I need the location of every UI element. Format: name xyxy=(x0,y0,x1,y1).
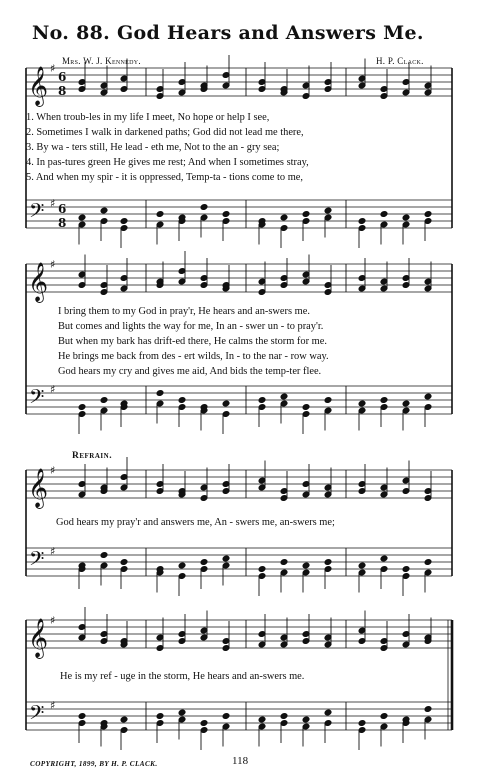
note-head xyxy=(380,555,388,562)
note-head xyxy=(302,716,310,723)
note-head xyxy=(120,218,128,225)
note-head xyxy=(402,566,410,573)
svg-text:8: 8 xyxy=(58,216,67,230)
note-head xyxy=(100,207,108,214)
note-head xyxy=(324,397,332,404)
note-head xyxy=(280,713,288,720)
verse-3-line-b: But when my bark has drift-ed there, He calms the storm for me. xyxy=(58,336,327,347)
sharp-icon: ♯ xyxy=(50,614,56,627)
note-head xyxy=(200,204,208,211)
verse-4-line-a: 4. In pas-tures green He gives me rest; And when I sometimes stray, xyxy=(26,157,309,168)
note-head xyxy=(258,566,266,573)
bass-staff-1 xyxy=(26,200,452,228)
verse-1-line-b: I bring them to my God in pray'r, He hears and an-swers me. xyxy=(58,306,310,317)
note-head xyxy=(424,559,432,566)
note-head xyxy=(258,716,266,723)
note-head xyxy=(358,562,366,569)
note-head xyxy=(222,713,230,720)
note-head xyxy=(178,709,186,716)
note-head xyxy=(156,390,164,397)
note-head xyxy=(424,706,432,713)
note-head xyxy=(380,211,388,218)
lyricist-credit: Mrs. W. J. Kennedy. xyxy=(62,56,141,66)
note-head xyxy=(78,214,86,221)
note-head xyxy=(324,709,332,716)
note-head xyxy=(78,713,86,720)
treble-clef-icon: 𝄞 xyxy=(28,262,49,302)
composer-credit: H. P. Clack. xyxy=(376,56,424,66)
note-head xyxy=(200,720,208,727)
note-head xyxy=(380,397,388,404)
bass-clef-icon: 𝄢 xyxy=(29,701,45,729)
note-head xyxy=(222,555,230,562)
sharp-icon: ♯ xyxy=(50,62,56,75)
sharp-icon: ♯ xyxy=(50,258,56,271)
note-head xyxy=(424,393,432,400)
note-head xyxy=(280,559,288,566)
note-head xyxy=(358,720,366,727)
verse-5-line-b: God hears my cry and gives me aid, And bids the temp-ter flee. xyxy=(58,366,322,377)
verse-1-line-a: 1. When troub-les in my life I meet, No hope or help I see, xyxy=(26,112,270,123)
note-head xyxy=(200,559,208,566)
treble-clef-icon: 𝄞 xyxy=(28,66,49,106)
bass-staff-3 xyxy=(26,548,452,576)
note-head xyxy=(358,218,366,225)
note-head xyxy=(120,716,128,723)
note-head xyxy=(402,400,410,407)
note-head xyxy=(380,713,388,720)
treble-staff-3 xyxy=(26,470,452,498)
sharp-icon: ♯ xyxy=(50,699,56,712)
bass-clef-icon: 𝄢 xyxy=(29,385,45,413)
sharp-icon: ♯ xyxy=(50,464,56,477)
note-head xyxy=(222,211,230,218)
verse-3-line-a: 3. By wa - ters still, He lead - eth me, Not to the an - gry sea; xyxy=(26,142,280,153)
note-head xyxy=(100,397,108,404)
note-head xyxy=(78,404,86,411)
note-head xyxy=(424,211,432,218)
note-head xyxy=(156,211,164,218)
note-head xyxy=(178,397,186,404)
note-head xyxy=(302,562,310,569)
note-head xyxy=(100,552,108,559)
note-head xyxy=(178,562,186,569)
refrain-lyric-2: He is my ref - uge in the storm, He hears and an-swers me. xyxy=(60,671,305,682)
time-signature-icon: 6 xyxy=(58,202,67,216)
note-head xyxy=(324,207,332,214)
bass-clef-icon: 𝄢 xyxy=(29,199,45,227)
note-head xyxy=(120,559,128,566)
note-head xyxy=(302,211,310,218)
refrain-lyric-1: God hears my pray'r and answers me, An - swers me, an-swers me; xyxy=(56,517,335,528)
sharp-icon: ♯ xyxy=(50,545,56,558)
note-head xyxy=(324,559,332,566)
copyright-notice: COPYRIGHT, 1899, BY H. P. CLACK. xyxy=(30,760,158,768)
note-head xyxy=(402,214,410,221)
verse-2-line-b: But comes and lights the way for me, In an - swer un - to pray'r. xyxy=(58,321,324,332)
bass-clef-icon: 𝄢 xyxy=(29,547,45,575)
note-head xyxy=(258,397,266,404)
sharp-icon: ♯ xyxy=(50,197,56,210)
verse-4-line-b: He brings me back from des - ert wilds, In - to the nar - row way. xyxy=(58,351,329,362)
note-head xyxy=(156,713,164,720)
bass-staff-4 xyxy=(26,702,452,730)
verse-5-line-a: 5. And when my spir - it is oppressed, Temp-ta - tions come to me, xyxy=(26,172,303,183)
treble-staff-1 xyxy=(26,68,452,96)
treble-staff-2 xyxy=(26,264,452,292)
note-head xyxy=(280,393,288,400)
note-head xyxy=(358,400,366,407)
page-number: 118 xyxy=(232,755,249,767)
note-head xyxy=(302,404,310,411)
verse-2-line-a: 2. Sometimes I walk in darkened paths; God did not lead me there, xyxy=(26,127,304,138)
note-head xyxy=(280,214,288,221)
treble-staff-4 xyxy=(26,620,452,648)
treble-clef-icon: 𝄞 xyxy=(28,618,49,658)
hymn-title: No. 88. God Hears and Answers Me. xyxy=(32,22,424,44)
sharp-icon: ♯ xyxy=(50,383,56,396)
bass-staff-2 xyxy=(26,386,452,414)
treble-clef-icon: 𝄞 xyxy=(28,468,49,508)
refrain-label: Refrain. xyxy=(72,451,113,461)
note-head xyxy=(222,400,230,407)
svg-text:8: 8 xyxy=(58,84,67,98)
time-signature-icon: 6 xyxy=(58,70,67,84)
